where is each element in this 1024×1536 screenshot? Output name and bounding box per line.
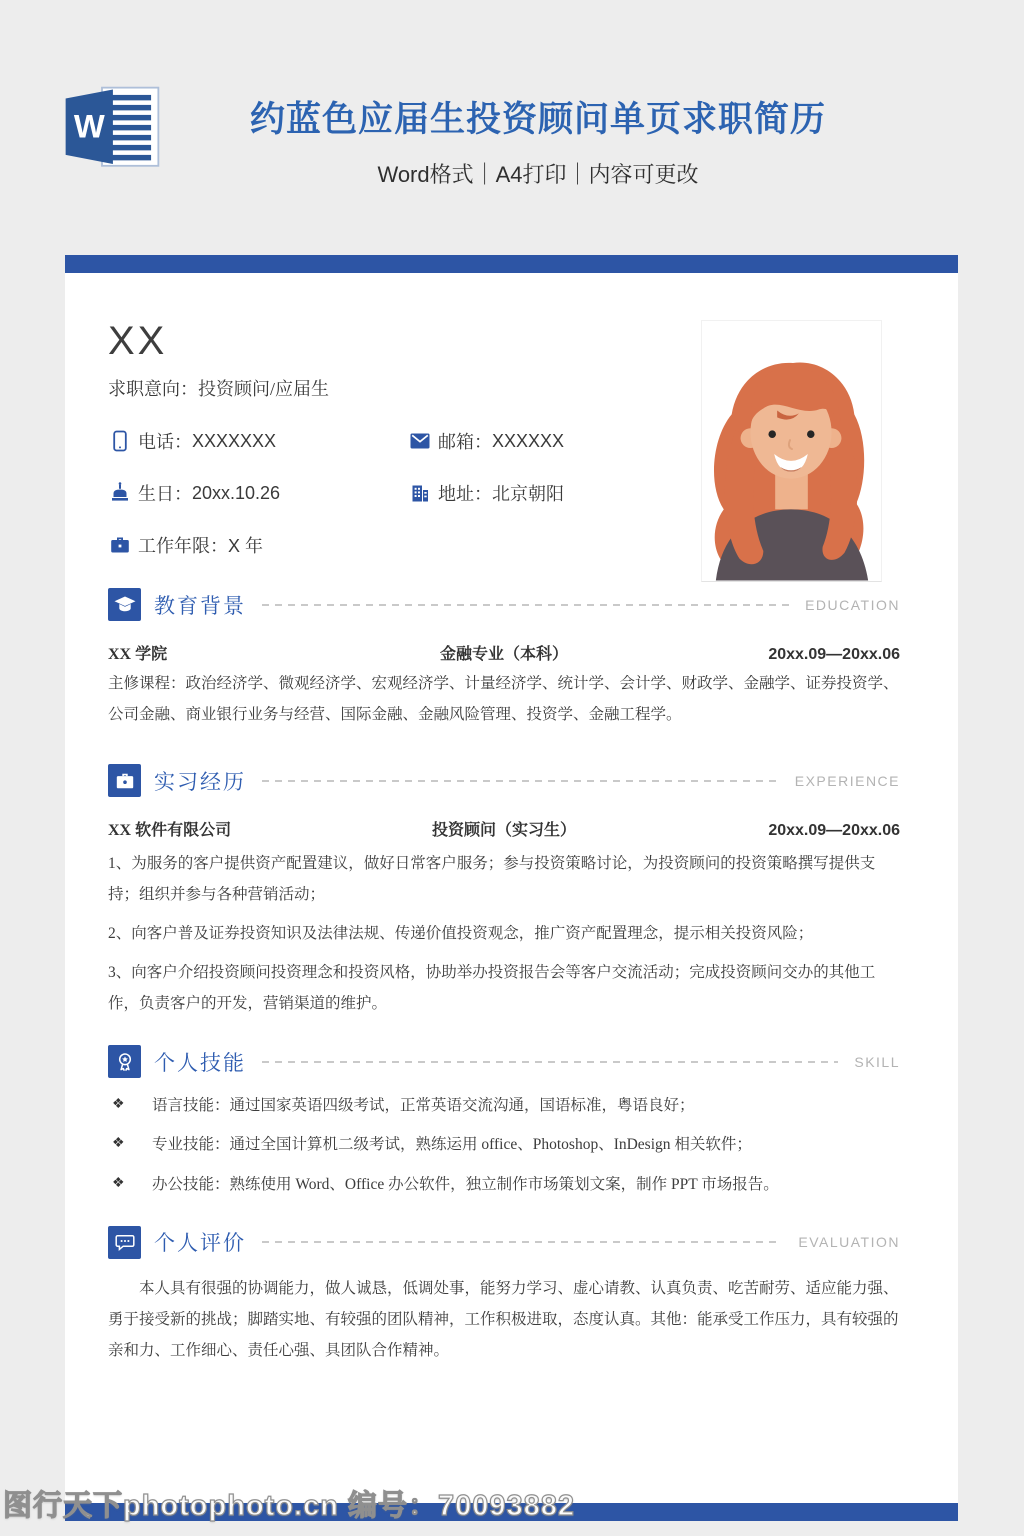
section-title: 个人评价 — [154, 1231, 246, 1256]
skill-item — [108, 1173, 900, 1196]
avatar-illustration — [702, 321, 881, 581]
mail-icon — [408, 429, 432, 453]
experience-item: 3、向客户介绍投资顾问投资理念和投资风格，协助举办投资报告会等客户交流活动；完成投资顾问交办的其他工作，负责客户的开发，营销渠道的维护。 — [108, 964, 876, 1013]
major-name: 金融专业（本科） — [439, 646, 568, 664]
contact-value: 20xx.10.26 — [192, 482, 281, 503]
section-title: 个人技能 — [154, 1050, 246, 1075]
template-subtitle: Word格式｜A4打印｜内容可更改 — [377, 162, 699, 187]
resume-page — [65, 255, 958, 1521]
section-divider — [262, 1241, 782, 1243]
briefcase-icon — [108, 764, 141, 797]
contact-birthday — [108, 480, 408, 506]
education-period: 20xx.09—20xx.06 — [768, 646, 900, 664]
section-title-en: EXPERIENCE — [794, 772, 900, 789]
contact-info — [108, 428, 683, 558]
skill-item — [108, 1094, 900, 1117]
phone-icon — [108, 429, 132, 453]
graduation-cap-icon — [108, 588, 141, 621]
contact-work-years — [108, 532, 408, 558]
section-header-education — [108, 588, 900, 621]
section-title: 实习经历 — [154, 769, 246, 794]
contact-label: 工作年限： — [138, 536, 228, 557]
skill-item — [108, 1133, 900, 1156]
experience-period: 20xx.09—20xx.06 — [768, 822, 900, 840]
briefcase-icon — [108, 533, 132, 557]
watermark: 图行天下photophoto.cn 编号：70093882 — [3, 1490, 576, 1522]
svg-text:W: W — [73, 107, 105, 145]
medal-icon — [108, 1045, 141, 1078]
diamond-bullet-icon: ❖ — [112, 1136, 125, 1152]
skill-text: 专业技能：通过全国计算机二级考试，熟练运用 office、Photoshop、InDesign 相关软件； — [152, 1136, 752, 1154]
contact-value: 北京朝阳 — [492, 484, 564, 505]
contact-value: X 年 — [228, 536, 264, 557]
diamond-bullet-icon: ❖ — [112, 1097, 125, 1113]
education-courses: 主修课程：政治经济学、微观经济学、宏观经济学、计量经济学、统计学、会计学、财政学、金融学、证券投资学、公司金融、商业银行业务与经营、国际金融、金融风险管理、投资学、金融工程学。 — [108, 675, 899, 724]
candidate-name: XX — [108, 319, 168, 363]
page-top-bar — [65, 255, 958, 273]
contact-phone — [108, 428, 408, 454]
cake-icon — [108, 481, 132, 505]
skill-text: 办公技能：熟练使用 Word、Office 办公软件，独立制作市场策划文案，制作 PPT 市场报告。 — [152, 1175, 779, 1193]
section-header-skill — [108, 1045, 900, 1078]
experience-item: 2、向客户普及证券投资知识及法律法规、传递价值投资观念，推广资产配置理念，提示相关投资风险； — [108, 925, 814, 943]
diamond-bullet-icon: ❖ — [112, 1175, 125, 1191]
contact-value: XXXXXXX — [192, 430, 277, 451]
word-logo-icon — [62, 84, 162, 172]
contact-label: 电话： — [138, 432, 192, 453]
section-divider — [262, 780, 779, 782]
section-title-en: SKILL — [854, 1053, 900, 1070]
company-name: XX 软件有限公司 — [108, 822, 232, 840]
contact-mail — [408, 428, 668, 454]
evaluation-text: 本人具有很强的协调能力，做人诚恳，低调处事，能努力学习、虚心请教、认真负责、吃苦耐劳、适应能力强、勇于接受新的挑战；脚踏实地、有较强的团队精神，工作积极进取，态度认真。其他：能承受工作压力，具有较强的亲和力、工作细心、责任心强、具团队合作精神。 — [108, 1279, 899, 1359]
section-divider — [262, 1061, 838, 1063]
skill-list — [108, 1094, 900, 1196]
preview-header — [62, 84, 984, 189]
section-title-en: EVALUATION — [798, 1234, 900, 1251]
profile-photo — [701, 320, 882, 582]
skill-text: 语言技能：通过国家英语四级考试，正常英语交流沟通，国语标准，粤语良好； — [152, 1097, 695, 1115]
section-divider — [262, 604, 789, 606]
resume-content — [65, 273, 958, 1503]
job-objective: 求职意向：投资顾问/应届生 — [108, 379, 329, 399]
chat-bubble-icon — [108, 1226, 141, 1259]
section-title: 教育背景 — [154, 593, 246, 618]
education-entry — [108, 641, 900, 664]
contact-label: 地址： — [438, 484, 492, 505]
role-name: 投资顾问（实习生） — [431, 822, 576, 840]
contact-label: 邮箱： — [438, 432, 492, 453]
section-title-en: EDUCATION — [805, 596, 900, 613]
contact-value: XXXXXX — [492, 430, 565, 451]
building-icon — [408, 481, 432, 505]
experience-item: 1、为服务的客户提供资产配置建议，做好日常客户服务；参与投资策略讨论，为投资顾问的投资策略撰写提供支持；组织并参与各种营销活动； — [108, 855, 876, 904]
experience-entry — [108, 817, 900, 840]
template-title: 约蓝色应届生投资顾问单页求职简历 — [249, 100, 826, 139]
contact-label: 生日： — [138, 484, 192, 505]
section-header-experience — [108, 764, 900, 797]
contact-address — [408, 480, 668, 506]
section-header-evaluation — [108, 1226, 900, 1259]
school-name: XX 学院 — [108, 646, 168, 664]
